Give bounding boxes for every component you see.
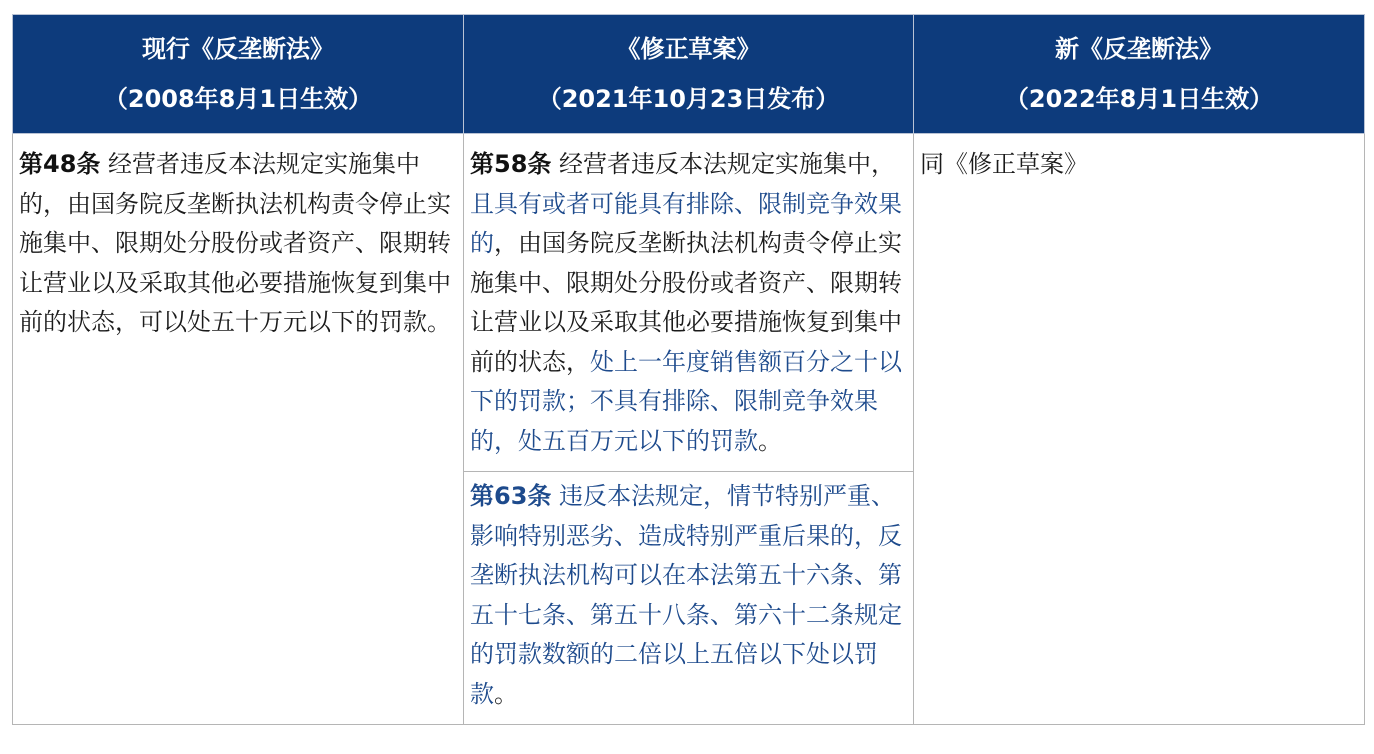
current-law-article-label: 第48条 [19,150,101,178]
draft-art63-text-end: 。 [494,679,518,708]
draft-art63-text: 违反本法规定，情节特别严重、影响特别恶劣、造成特别严重后果的，反垄断执法机构可以在本法第五十六条、第五十七条、第五十八条、第六十二条规定的罚款数额的二倍以上五倍以下处以罚款 [470,482,902,708]
draft-art58-text-1: 经营者违反本法规定实施集中， [551,150,896,178]
header-row [13,15,1365,134]
header-current-law-date: （2008年8月1日生效） [103,85,373,113]
table-row [13,134,1365,472]
header-current-law-title: 现行《反垄断法》 [142,35,334,63]
draft-art63-block [470,482,902,708]
draft-art63-cell [464,472,914,725]
new-law-cell [914,134,1365,725]
draft-art58-label: 第58条 [470,150,552,178]
header-new-law-date: （2022年8月1日生效） [1004,85,1274,113]
header-draft-date: （2021年10月23日发布） [537,85,840,113]
header-new-law-title: 新《反垄断法》 [1055,35,1223,63]
draft-art63-label: 第63条 [470,482,552,510]
comparison-table [12,14,1365,725]
draft-art58-text-3: ，由国务院反垄断执法机构责令停止实施集中、限期处分股份或者资产、限期转让营业以及采取其他必要措施恢复到集中前的状态， [470,229,902,376]
current-law-article-text: 经营者违反本法规定实施集中的，由国务院反垄断执法机构责令停止实施集中、限期处分股份或者资产、限期转让营业以及采取其他必要措施恢复到集中前的状态，可以处五十万元以下的罚款。 [19,150,451,336]
header-new-law [914,15,1365,134]
draft-art58-added-text-2: 处上一年度销售额百分之十以下的罚款；不具有排除、限制竞争效果的，处五百万元以下的罚款 [470,347,902,455]
current-law-cell [13,134,464,725]
header-current-law [13,15,464,134]
new-law-text: 同《修正草案》 [920,150,1088,178]
draft-art58-text-5: 。 [758,426,782,455]
header-draft [464,15,914,134]
draft-art58-added-text-1: 且具有或者可能具有排除、限制竞争效果的 [470,189,902,257]
draft-art58-cell [464,134,914,472]
header-draft-title: 《修正草案》 [616,35,761,63]
